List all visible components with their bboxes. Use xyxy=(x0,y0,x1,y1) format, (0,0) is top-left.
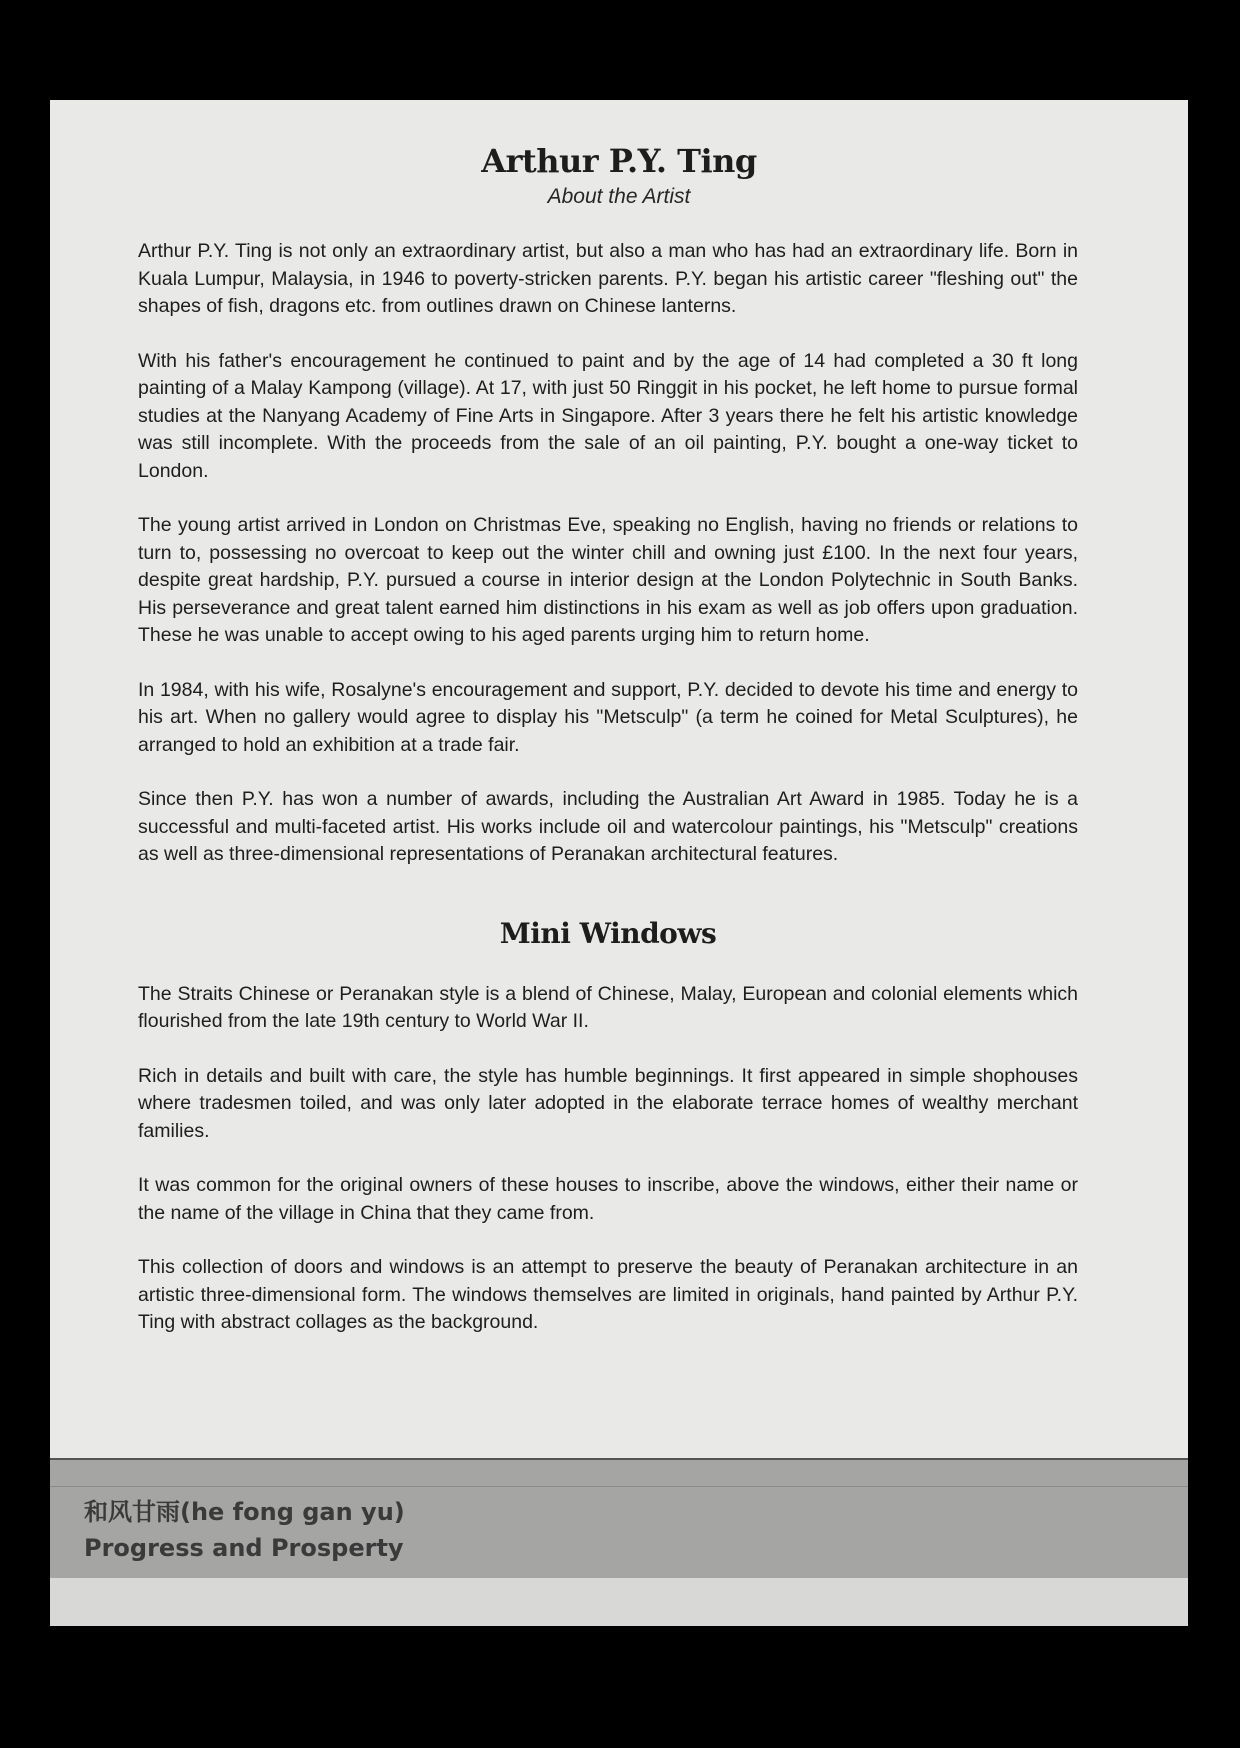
about-paragraph-2: With his father's encouragement he continued to paint and by the age of 14 had completed a 30 ft long painting of a Malay Kampong (village). At 17, with just 50 Ringgit in his pocket, he left home to pursue formal studies at the Nanyang Academy of Fine Arts in Singapore. After 3 years there he felt his artistic knowledge was still incomplete. With the proceeds from the sale of an oil painting, P.Y. bought a one-way ticket to London. xyxy=(138,349,1078,482)
section-paragraph-3: It was common for the original owners of these houses to inscribe, above the windows, either their name or the name of the village in China that they came from. xyxy=(138,1174,1078,1224)
about-paragraph-5: Since then P.Y. has won a number of awards, including the Australian Art Award in 1985. Today he is a successful and multi-faceted artist. His works include oil and watercolour paintings, his "Metsculp" creations as well as three-dimensional representations of Peranakan architectural features. xyxy=(138,788,1078,865)
page-title: Arthur P.Y. Ting xyxy=(481,142,757,180)
section-paragraph-1: The Straits Chinese or Peranakan style is a blend of Chinese, Malay, European and colonial elements which flourished from the late 19th century to World War II. xyxy=(138,982,1078,1032)
section-paragraph-4: This collection of doors and windows is an attempt to preserve the beauty of Peranakan architecture in an artistic three-dimensional form. The windows themselves are limited in originals, hand painted by Arthur P.Y. Ting with abstract collages as the background. xyxy=(138,1256,1078,1333)
about-paragraph-4: In 1984, with his wife, Rosalyne's encouragement and support, P.Y. decided to devote his time and energy to his art. When no gallery would agree to display his "Metsculp" (a term he coined for Metal Sculptures), he arranged to hold an exhibition at a trade fair. xyxy=(138,678,1078,756)
header xyxy=(50,142,1188,210)
about-paragraph-3: The young artist arrived in London on Christmas Eve, speaking no English, having no friends or relations to turn to, possessing no overcoat to keep out the winter chill and owning just £100. In the next four years, despite great hardship, P.Y. pursued a course in interior design at the London Polytechnic in South Banks. His perseverance and great talent earned him distinctions in his exam as well as job offers upon graduation. These he was unable to accept owing to his aged parents urging him to return home. xyxy=(138,514,1078,646)
about-paragraph-1: Arthur P.Y. Ting is not only an extraordinary artist, but also a man who has had an extraordinary life. Born in Kuala Lumpur, Malaysia, in 1946 to poverty-stricken parents. P.Y. began his artistic career "fleshing out" the shapes of fish, dragons etc. from outlines drawn on Chinese lanterns. xyxy=(138,240,1078,317)
document-page xyxy=(50,100,1188,1626)
section-title: Mini Windows xyxy=(499,916,717,950)
footer-band xyxy=(50,1458,1188,1580)
footer-line-1: 和风甘雨(he fong gan yu) xyxy=(84,1498,405,1526)
body-text xyxy=(138,238,1078,1364)
page-subtitle: About the Artist xyxy=(547,185,691,208)
footer-caption xyxy=(84,1494,405,1566)
footer-line-2: Progress and Prosperty xyxy=(84,1534,404,1562)
section-paragraph-2: Rich in details and built with care, the style has humble beginnings. It first appeared in simple shophouses where tradesmen toiled, and was only later adopted in the elaborate terrace homes of wealthy merchant families. xyxy=(138,1064,1078,1142)
footer-bottom-strip xyxy=(50,1578,1188,1626)
